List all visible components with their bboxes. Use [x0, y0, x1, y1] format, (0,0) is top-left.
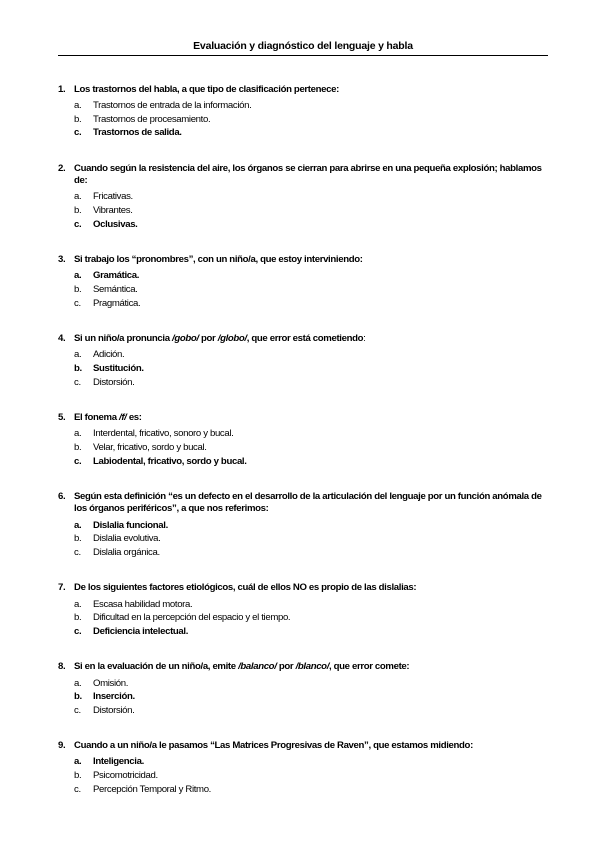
question-text: Cuando a un niño/a le pasamos “Las Matrices Progresivas de Raven”, que estamos midiendo: — [74, 740, 473, 752]
option-c: c. Distorsión. — [74, 376, 135, 388]
option-c-correct: c. Oclusivas. — [74, 218, 138, 230]
question-text: Los trastornos del habla, a que tipo de clasificación pertenece: — [74, 84, 339, 95]
question-number: 3. — [58, 254, 66, 266]
question-text: El fonema /f/ es: — [74, 412, 142, 424]
option-a: a. Interdental, fricativo, sonoro y bucal. — [74, 428, 234, 440]
option-c: c. Pragmática. — [74, 297, 141, 309]
question-3 — [58, 254, 546, 310]
option-b-correct: b. Inserción. — [74, 691, 135, 703]
option-c-correct: c. Trastornos de salida. — [74, 127, 182, 139]
option-a-correct: a. Dislalia funcional. — [74, 519, 168, 531]
question-7 — [58, 582, 546, 638]
option-a: a. Escasa habilidad motora. — [74, 598, 193, 610]
option-c-correct: c. Labiodental, fricativo, sordo y bucal. — [74, 455, 247, 467]
option-b: b. Semántica. — [74, 283, 138, 295]
option-a: a. Adición. — [74, 349, 125, 361]
option-a: a. Trastornos de entrada de la información. — [74, 100, 252, 112]
question-6 — [58, 491, 546, 559]
question-number: 1. — [58, 84, 66, 95]
question-text: Cuando según la resistencia del aire, los órganos se cierran para abrirse en una pequeña explosión; hablamos de: — [74, 162, 542, 187]
question-number: 8. — [58, 661, 66, 673]
option-c-correct: c. Deficiencia intelectual. — [74, 625, 189, 637]
option-a: a. Fricativas. — [74, 191, 133, 203]
question-text: De los siguientes factores etiológicos, cuál de ellos NO es propio de las dislalias: — [74, 582, 417, 594]
option-c: c. Dislalia orgánica. — [74, 546, 160, 558]
question-number: 2. — [58, 162, 66, 174]
question-number: 6. — [58, 491, 66, 503]
question-number: 7. — [58, 582, 66, 594]
question-number: 9. — [58, 740, 66, 752]
header-divider — [58, 55, 548, 56]
option-b: b. Dificultad en la percepción del espacio y el tiempo. — [74, 612, 291, 624]
option-c: c. Percepción Temporal y Ritmo. — [74, 783, 211, 795]
question-1 — [58, 84, 546, 140]
question-4 — [58, 333, 546, 389]
question-number: 5. — [58, 412, 66, 424]
option-b: b. Psicomotricidad. — [74, 770, 158, 782]
question-5 — [58, 412, 546, 468]
question-text: Si en la evaluación de un niño/a, emite /balanco/ por /blanco/, que error comete: — [74, 661, 410, 673]
question-8 — [58, 661, 546, 717]
question-number: 4. — [58, 333, 66, 345]
option-b-correct: b. Sustitución. — [74, 362, 144, 374]
option-b: b. Trastornos de procesamiento. — [74, 113, 211, 125]
option-b: b. Velar, fricativo, sordo y bucal. — [74, 441, 207, 453]
option-a-correct: a. Gramática. — [74, 270, 140, 282]
option-a-correct: a. Inteligencia. — [74, 756, 144, 768]
page-header-title: Evaluación y diagnóstico del lenguaje y habla — [193, 40, 413, 52]
option-b: b. Dislalia evolutiva. — [74, 533, 161, 545]
question-text: Si trabajo los “pronombres”, con un niño/a, que estoy interviniendo: — [74, 254, 363, 266]
question-text: Según esta definición “es un defecto en el desarrollo de la articulación del lenguaje por un función anómala de los órganos periféricos”, a que nos referimos: — [74, 491, 542, 515]
question-list — [58, 84, 546, 819]
option-b: b. Vibrantes. — [74, 204, 133, 216]
question-text: Si un niño/a pronuncia /gobo/ por /globo/, que error está cometiendo: — [74, 333, 366, 345]
question-9 — [58, 740, 546, 796]
option-c: c. Distorsión. — [74, 704, 135, 716]
question-2 — [58, 163, 546, 231]
option-a: a. Omisión. — [74, 677, 129, 689]
